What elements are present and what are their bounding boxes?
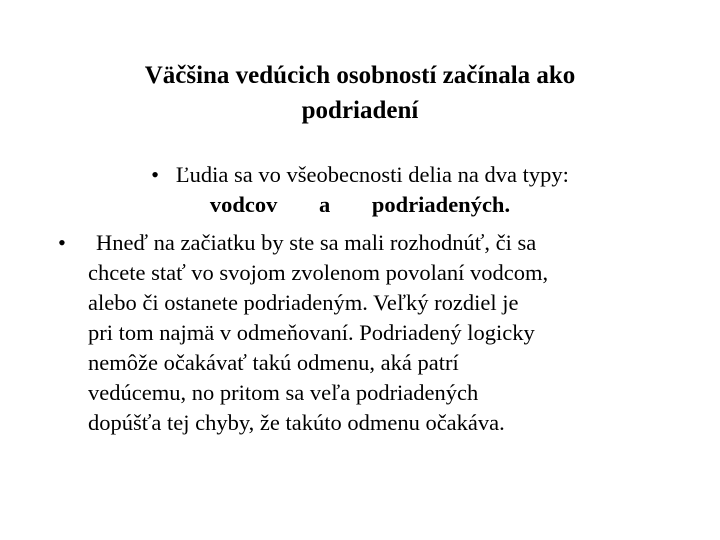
title-line-1: Väčšina vedúcich osobností začínala ako xyxy=(144,62,576,89)
bullet-item-decision-line: pri tom najmä v odmeňovaní. Podriadený logicky xyxy=(88,320,535,345)
word-a: a xyxy=(319,192,331,217)
bullet-item-types-text: Ľudia sa vo všeobecnosti delia na dva typy: xyxy=(175,162,569,187)
bullet-marker: • xyxy=(151,162,159,187)
bullet-item-types-line-1 xyxy=(0,160,720,190)
bullet-marker: • xyxy=(58,230,66,255)
bullet-item-decision xyxy=(58,228,688,438)
title-line-2: podriadení xyxy=(301,97,419,124)
bullet-item-types-line-2 xyxy=(0,190,720,220)
bullet-item-types xyxy=(0,160,720,220)
bullet-item-decision-line: dopúšťa tej chyby, že takúto odmenu očakáva. xyxy=(88,410,505,435)
bullet-item-decision-line: nemôže očakávať takú odmenu, aká patrí xyxy=(88,350,459,375)
bullet-item-decision-line: vedúcemu, no pritom sa veľa podriadených xyxy=(88,380,479,405)
word-vodcov: vodcov xyxy=(209,192,278,217)
word-podriadenych: podriadených. xyxy=(371,192,511,217)
bullet-item-decision-line: Hneď na začiatku by ste sa mali rozhodnúť, či sa xyxy=(96,230,537,255)
bullet-item-decision-line: alebo či ostanete podriadeným. Veľký rozdiel je xyxy=(88,290,519,315)
bullet-item-decision-line: chcete stať vo svojom zvolenom povolaní vodcom, xyxy=(88,260,549,285)
slide-title xyxy=(40,58,680,128)
